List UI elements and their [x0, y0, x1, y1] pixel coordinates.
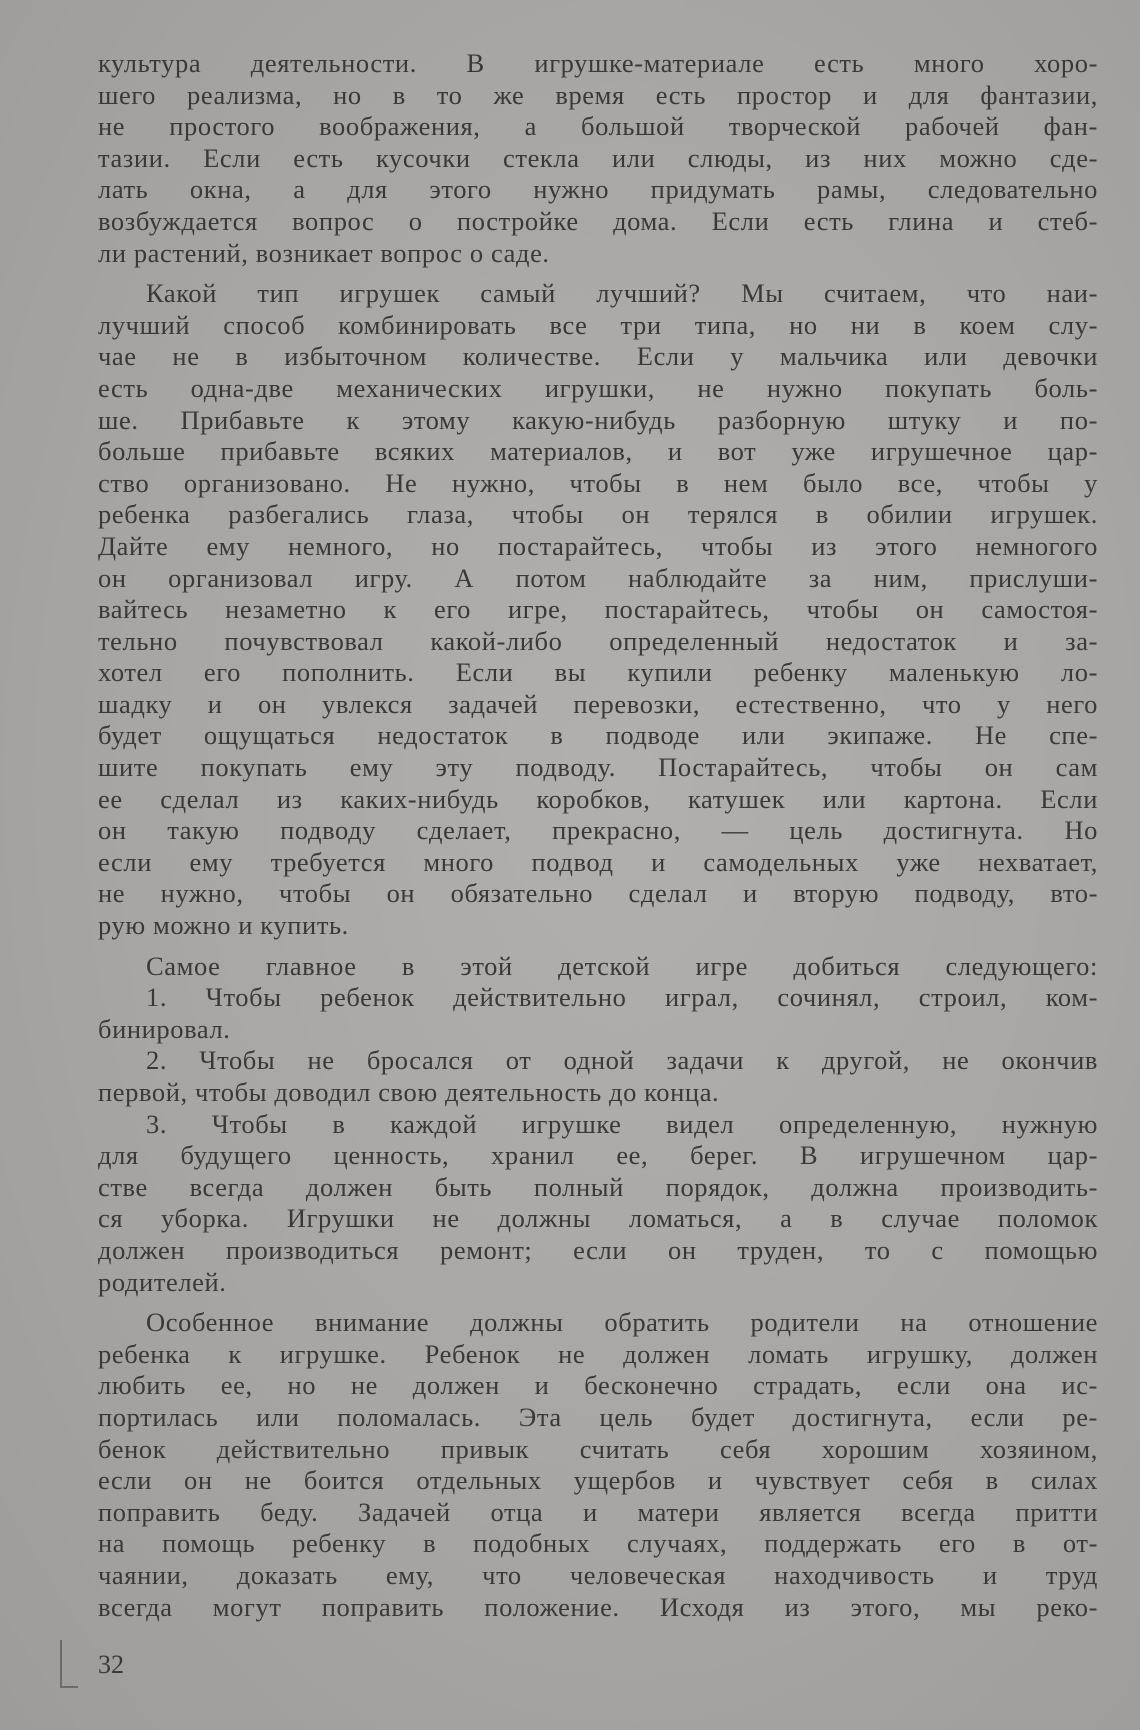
text-line: ребенка к игрушке. Ребенок не должен ломать игрушку, должен	[98, 1338, 1098, 1369]
text-line: тельно почувствовал какой-либо определенный недостаток и за-	[98, 625, 1098, 656]
text-line: стве всегда должен быть полный порядок, должна производить-	[98, 1171, 1098, 1202]
text-line: тазии. Если есть кусочки стекла или слюды, из них можно сде-	[98, 142, 1098, 173]
text-line: всегда могут поправить положение. Исходя из этого, мы реко-	[98, 1591, 1098, 1622]
text-line: первой, чтобы доводил свою деятельность до конца.	[98, 1077, 720, 1107]
text-line: чаянии, доказать ему, что человеческая находчивость и труд	[98, 1559, 1098, 1590]
text-line: возбуждается вопрос о постройке дома. Если есть глина и стеб-	[98, 205, 1098, 236]
text-line: больше прибавьте всяких материалов, и вот уже игрушечное цар-	[98, 436, 1098, 467]
text-line: шего реализма, но в то же время есть простор и для фантазии,	[98, 79, 1098, 110]
text-line: хотел его пополнить. Если вы купили ребенку маленькую ло-	[98, 657, 1098, 688]
text-line: ше. Прибавьте к этому какую-нибудь разборную штуку и по-	[98, 404, 1098, 435]
text-line: ее сделал из каких-нибудь коробков, катушек или картона. Если	[98, 783, 1098, 814]
margin-mark	[60, 1640, 62, 1688]
text-line: если он не боится отдельных ущербов и чувствует себя в силах	[98, 1465, 1098, 1496]
text-line: лучший способ комбинировать все три типа, но ни в коем слу-	[98, 309, 1098, 340]
margin-mark-foot	[60, 1686, 78, 1688]
text-line: культура деятельности. В игрушке-материале есть много хоро-	[98, 48, 1098, 78]
text-line: если ему требуется много подвод и самодельных уже нехватает,	[98, 846, 1098, 877]
text-line: будет ощущаться недостаток в подводе или экипаже. Не спе-	[98, 720, 1098, 751]
paragraph-first-line: Особенное внимание должны обратить родители на отношение	[146, 1307, 1098, 1338]
text-line: родителей.	[98, 1266, 227, 1297]
list-item-line: 3. Чтобы в каждой игрушке видел определенную, нужную	[146, 1108, 1098, 1139]
text-line: не простого воображения, а большой творческой рабочей фан-	[98, 111, 1098, 142]
text-line: любить ее, но не должен и бесконечно страдать, если она ис-	[98, 1370, 1098, 1401]
paragraph-first-line: Самое главное в этой детской игре добиться следующего:	[146, 950, 1098, 981]
text-line: он такую подводу сделает, прекрасно, — цель достигнута. Но	[98, 815, 1098, 846]
text-line: есть одна-две механических игрушки, не нужно покупать боль-	[98, 372, 1098, 403]
text-line: должен производиться ремонт; если он труден, то с помощью	[98, 1234, 1098, 1265]
list-item-line: 2. Чтобы не бросался от одной задачи к другой, не окончив	[146, 1045, 1098, 1076]
text-line: поправить беду. Задачей отца и матери является всегда притти	[98, 1496, 1098, 1527]
text-line: для будущего ценность, хранил ее, берег. В игрушечном цар-	[98, 1140, 1098, 1171]
text-line: Дайте ему немного, но постарайтесь, чтобы из этого немногого	[98, 530, 1098, 561]
page-body-text	[98, 48, 1098, 1623]
text-line: чае не в избыточном количестве. Если у мальчика или девочки	[98, 341, 1098, 372]
paragraph-first-line: Какой тип игрушек самый лучший? Мы считаем, что наи-	[146, 278, 1098, 309]
text-line: шадку и он увлекся задачей перевозки, естественно, что у него	[98, 688, 1098, 719]
text-line: портилась или поломалась. Эта цель будет достигнута, если ре-	[98, 1401, 1098, 1432]
text-line: на помощь ребенку в подобных случаях, поддержать его в от-	[98, 1528, 1098, 1559]
text-line: ли растений, возникает вопрос о саде.	[98, 237, 550, 268]
list-item-line: 1. Чтобы ребенок действительно играл, сочинял, строил, ком-	[146, 982, 1098, 1013]
text-line: ребенка разбегались глаза, чтобы он терялся в обилии игрушек.	[98, 499, 1098, 530]
text-line: ство организовано. Не нужно, чтобы в нем было все, чтобы у	[98, 467, 1098, 498]
text-line: рую можно и купить.	[98, 910, 349, 941]
text-line: лать окна, а для этого нужно придумать рамы, следовательно	[98, 174, 1098, 205]
text-line: вайтесь незаметно к его игре, постарайтесь, чтобы он самостоя-	[98, 594, 1098, 625]
page-number: 32	[98, 1650, 124, 1679]
text-line: ся уборка. Игрушки не должны ломаться, а в случае поломок	[98, 1203, 1098, 1234]
text-line: шите покупать ему эту подводу. Постарайтесь, чтобы он сам	[98, 752, 1098, 783]
text-line: бинировал.	[98, 1013, 231, 1044]
text-line: он организовал игру. А потом наблюдайте за ним, прислуши-	[98, 562, 1098, 593]
text-line: бенок действительно привык считать себя хорошим хозяином,	[98, 1433, 1098, 1464]
text-line: не нужно, чтобы он обязательно сделал и вторую подводу, вто-	[98, 878, 1098, 909]
